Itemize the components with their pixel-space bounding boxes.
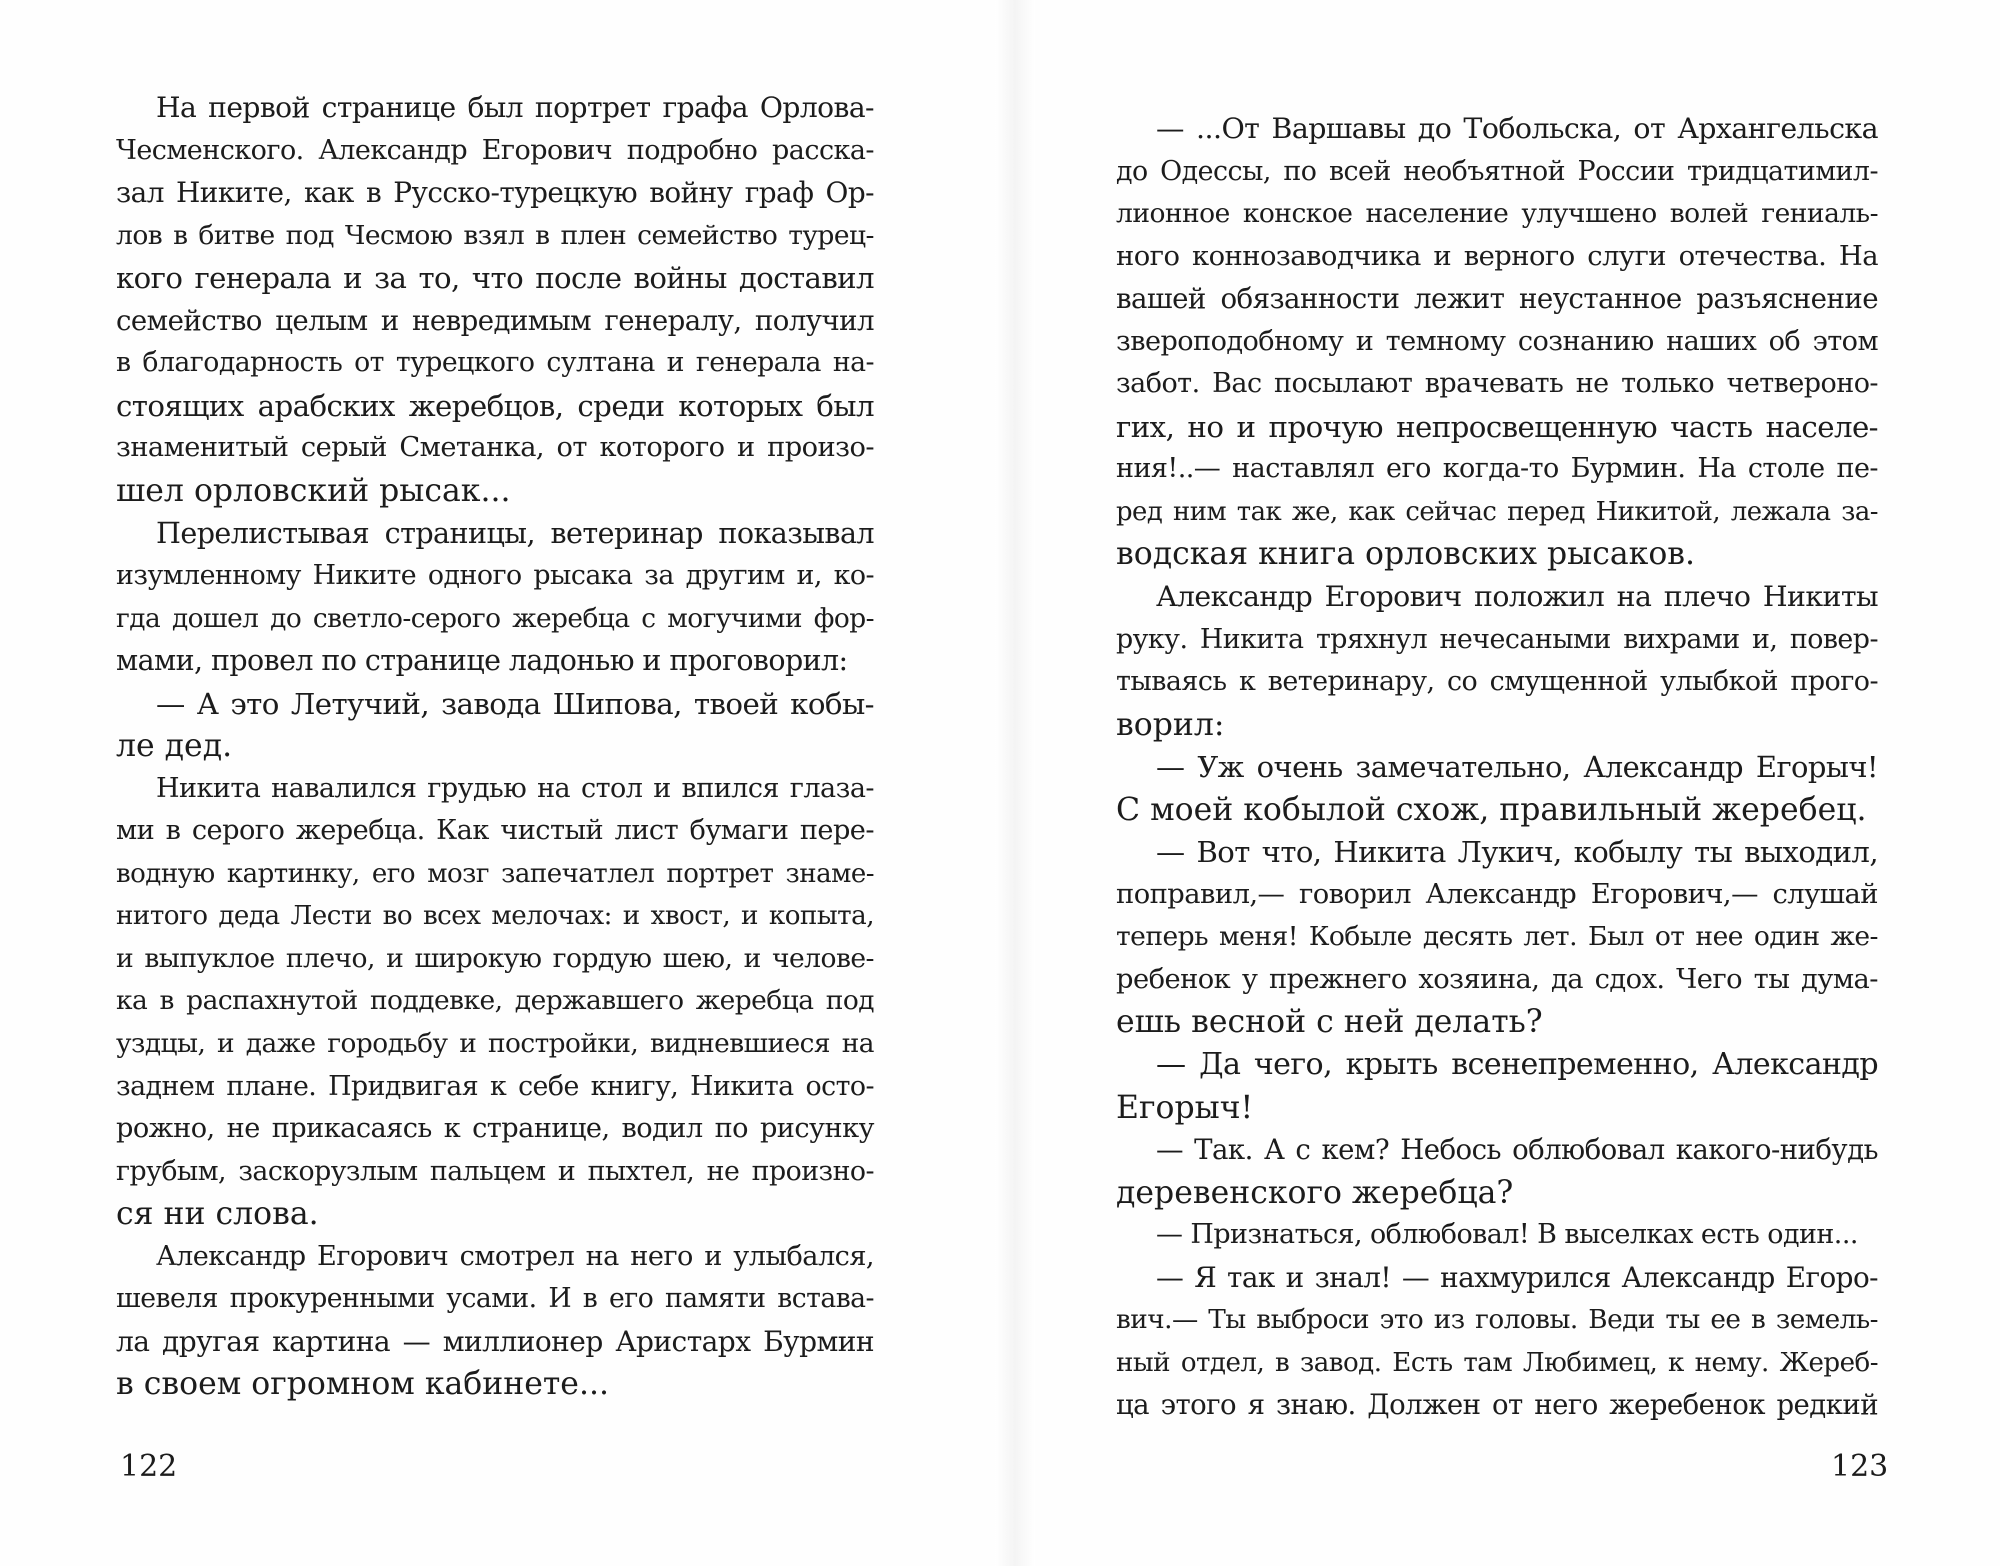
text-line: до Одессы, по всей необъятной России тридцатимил- — [1116, 155, 1878, 187]
text-line: ле дед. — [116, 728, 233, 765]
text-line: — Я так и знал! — нахмурился Александр Егоро- — [1156, 1260, 1878, 1294]
text-line: Александр Егорович смотрел на него и улыбался, — [156, 1240, 874, 1272]
text-line: — Да чего, крыть всенепременно, Александр — [1156, 1047, 1878, 1083]
text-line: ворил: — [1116, 706, 1225, 743]
text-line: семейство целым и невредимым генералу, получил — [116, 303, 874, 337]
text-line: — Признаться, облюбовал! В выселках есть один... — [1156, 1219, 1858, 1251]
text-line: мами, провел по странице ладонью и проговорил: — [116, 644, 848, 678]
text-line: С моей кобылой схож, правильный жеребец. — [1116, 791, 1867, 828]
right-page-number: 123 — [1831, 1449, 1889, 1484]
text-line: ешь весной с ней делать? — [1116, 1004, 1543, 1041]
text-line: лионное конское население улучшено волей гениаль- — [1116, 198, 1878, 230]
text-line: шел орловский рысак... — [116, 472, 511, 509]
text-line: в своем огромном кабинете... — [116, 1366, 609, 1403]
text-line: ла другая картина — миллионер Аристарх Бурмин — [116, 1324, 874, 1358]
text-line: нитого деда Лести во всех мелочах: и хвост, и копыта, — [116, 901, 874, 932]
right-page-text — [1116, 108, 1878, 1427]
text-line: гих, но и прочую непросвещенную часть населе- — [1116, 409, 1878, 444]
text-line: вич.— Ты выброси это из головы. Веди ты ее в земель- — [1116, 1305, 1878, 1336]
right-page — [1000, 0, 2000, 1566]
text-line: ка в распахнутой поддевке, державшего жеребца под — [116, 985, 874, 1017]
text-line: Никита навалился грудью на стол и впился глаза- — [156, 772, 874, 804]
text-line: руку. Никита тряхнул нечесаными вихрами и, повер- — [1116, 623, 1878, 655]
text-line: знаменитый серый Сметанка, от которого и произо- — [116, 432, 874, 464]
text-line: теперь меня! Кобыле десять лет. Был от нее один же- — [1116, 921, 1878, 953]
text-line: Александр Егорович положил на плечо Никиты — [1156, 580, 1878, 614]
text-line: вашей обязанности лежит неустанное разъяснение — [1116, 282, 1878, 316]
text-line: ца этого я знаю. Должен от него жеребенок редкий — [1116, 1389, 1878, 1422]
text-line: Перелистывая страницы, ветеринар показывал — [156, 516, 874, 551]
text-line: ред ним так же, как сейчас перед Никитой, лежала за- — [1116, 496, 1878, 527]
text-line: ся ни слова. — [116, 1196, 319, 1233]
text-line: грубым, заскорузлым пальцем и пыхтел, не произно- — [116, 1155, 874, 1187]
text-line: водская книга орловских рысаков. — [1116, 536, 1696, 573]
text-line: — Уж очень замечательно, Александр Егорыч! — [1156, 750, 1878, 785]
text-line: гда дошел до светло-серого жеребца с могучими фор- — [116, 602, 874, 634]
left-page-text — [116, 87, 874, 1406]
text-line: звероподобному и темному сознанию наших об этом — [1116, 325, 1878, 357]
text-line: ния!..— наставлял его когда-то Бурмин. На столе пе- — [1116, 453, 1878, 485]
text-line: лов в битве под Чесмою взял в плен семейство турец- — [116, 219, 874, 251]
text-line: кого генерала и за то, что после войны доставил — [116, 261, 874, 296]
text-line: зал Никите, как в Русско-турецкую войну граф Ор- — [116, 176, 874, 210]
text-line: — Так. А с кем? Небось облюбовал какого-нибудь — [1156, 1133, 1878, 1167]
text-line: ный отдел, в завод. Есть там Любимец, к нему. Жереб- — [1116, 1347, 1878, 1378]
text-line: тываясь к ветеринару, со смущенной улыбкой прого- — [1116, 666, 1878, 698]
text-line: ребенок у прежнего хозяина, да сдох. Чего ты дума- — [1116, 963, 1878, 995]
text-line: водную картинку, его мозг запечатлел портрет знаме- — [116, 858, 874, 889]
text-line: изумленному Никите одного рысака за другим и, ко- — [116, 560, 874, 592]
text-line: Чесменского. Александр Егорович подробно расска- — [116, 134, 874, 166]
text-line: ми в серого жеребца. Как чистый лист бумаги пере- — [116, 815, 874, 847]
text-line: и выпуклое плечо, и широкую гордую шею, и человe- — [116, 942, 874, 974]
text-line: в благодарность от турецкого султана и генерала на- — [116, 347, 874, 379]
text-line: — А это Летучий, завода Шипова, твоей кобы- — [156, 686, 874, 721]
text-line: Егорыч! — [1116, 1089, 1254, 1126]
text-line: деревенского жеребца? — [1116, 1174, 1514, 1211]
text-line: поправил,— говорил Александр Егорович,— слушай — [1116, 878, 1878, 910]
text-line: ного коннозаводчика и верного слуги отечества. На — [1116, 240, 1878, 272]
text-line: уздцы, и даже городьбу и постройки, видневшиеся на — [116, 1029, 874, 1060]
text-line: забот. Вас посылают врачевать не только четвероно- — [1116, 368, 1878, 400]
text-line: — Вот что, Никита Лукич, кобылу ты выходил, — [1156, 835, 1878, 870]
text-line: На первой странице был портрет графа Орлова- — [156, 91, 874, 124]
text-line: рожно, не прикасаясь к странице, водил по рисунку — [116, 1113, 874, 1145]
text-line: заднем плане. Придвигая к себе книгу, Никита осто- — [116, 1070, 874, 1102]
left-page-number: 122 — [120, 1449, 178, 1484]
text-line: стоящих арабских жеребцов, среди которых был — [116, 388, 874, 423]
text-line: шевеля прокуренными усами. И в его памяти встава- — [116, 1283, 874, 1315]
text-line: — ...От Варшавы до Тобольска, от Архангельска — [1156, 112, 1878, 145]
